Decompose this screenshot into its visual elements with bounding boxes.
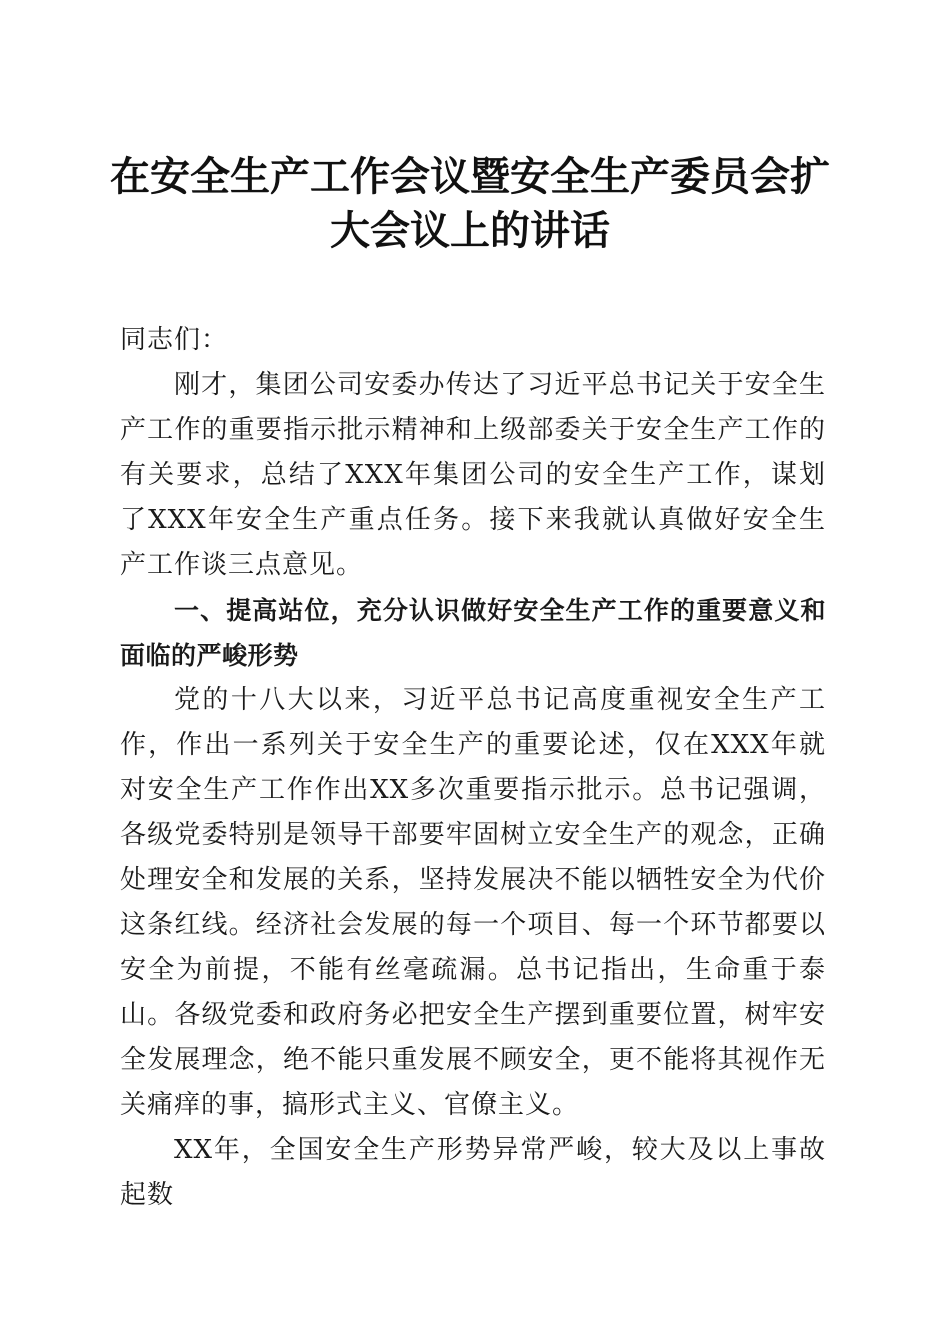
section-heading-1: 一、提高站位，充分认识做好安全生产工作的重要意义和面临的严峻形势 (120, 596, 826, 670)
paragraph-intro: 刚才，集团公司安委办传达了习近平总书记关于安全生产工作的重要指示批示精神和上级部委关于安全生产工作的有关要求，总结了XXX年集团公司的安全生产工作，谋划了XXX年安全生产重点任务。接下来我就认真做好安全生产工作谈三点意见。 (120, 370, 826, 580)
paragraph-section-1: 党的十八大以来，习近平总书记高度重视安全生产工作，作出一系列关于安全生产的重要论述，仅在XXX年就对安全生产工作作出XX多次重要指示批示。总书记强调，各级党委特别是领导干部要牢固树立安全生产的观念，正确处理安全和发展的关系，坚持发展决不能以牺牲安全为代价这条红线。经济社会发展的每一个项目、每一个环节都要以安全为前提，不能有丝毫疏漏。总书记指出，生命重于泰山。各级党委和政府务必把安全生产摆到重要位置，树牢安全发展理念，绝不能只重发展不顾安全，更不能将其视作无关痛痒的事，搞形式主义、官僚主义。 (120, 685, 826, 1120)
salutation: 同志们： (120, 325, 229, 355)
document-body (120, 318, 826, 1218)
paragraph-continuation: XX年，全国安全生产形势异常严峻，较大及以上事故起数 (120, 1135, 826, 1210)
document-title: 在安全生产工作会议暨安全生产委员会扩大会议上的讲话 (110, 153, 830, 254)
